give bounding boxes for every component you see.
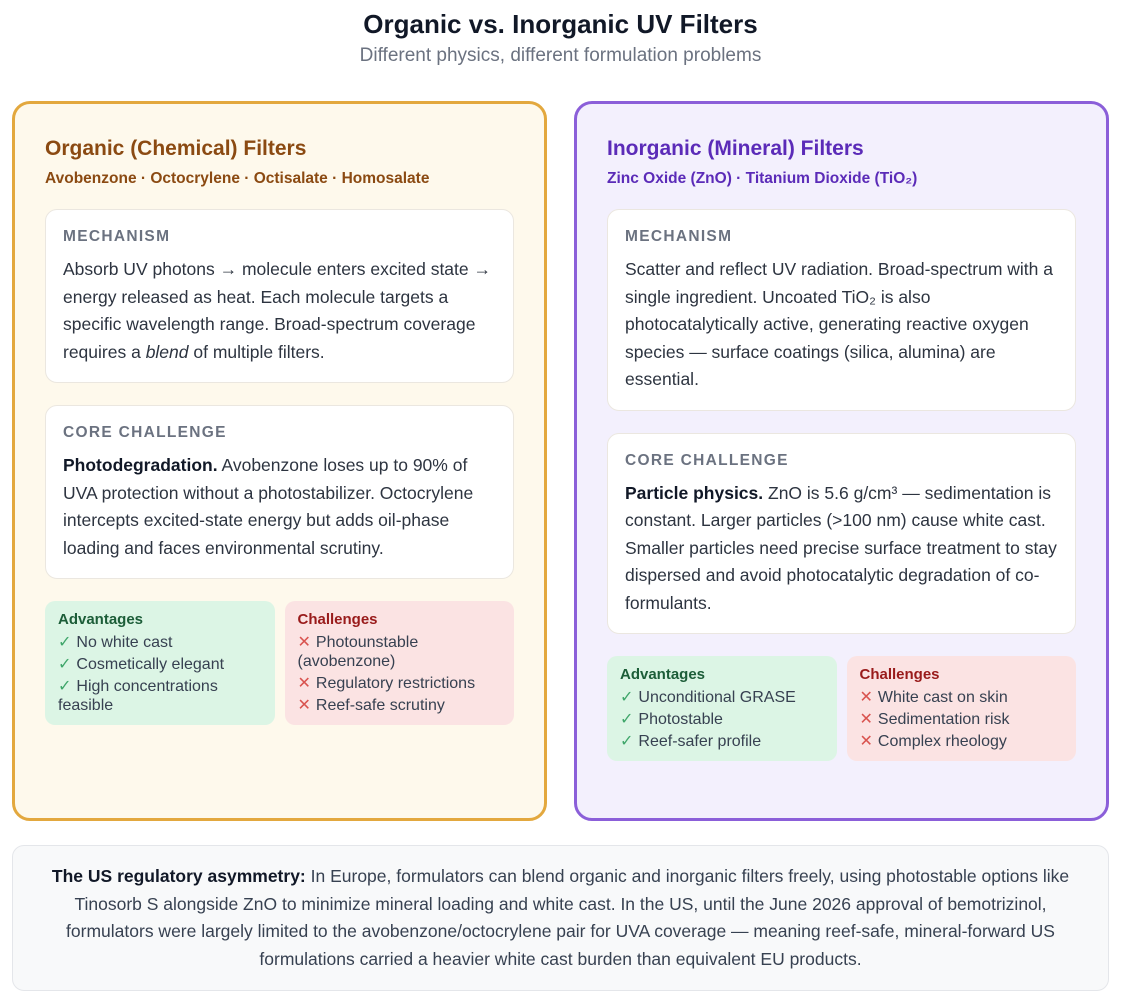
inorganic-panel (574, 101, 1109, 821)
inorganic-mechanism-label: MECHANISM (625, 228, 733, 245)
list-item (58, 633, 262, 652)
check-icon: ✓ (58, 656, 72, 673)
organic-examples: Avobenzone · Octocrylene · Octisalate · Homosalate (45, 170, 430, 187)
list-item (620, 732, 824, 751)
challenge-text: Complex rheology (877, 733, 1007, 750)
organic-mechanism-text (63, 256, 496, 366)
organic-challenges-title: Challenges (297, 611, 378, 628)
cross-icon: ✕ (297, 634, 311, 651)
organic-title: Organic (Chemical) Filters (45, 137, 307, 160)
organic-pros-cons (45, 601, 514, 725)
inorganic-advantages-title: Advantages (620, 666, 706, 683)
advantage-text: High concentrations feasible (58, 678, 218, 714)
inorganic-mechanism-card (607, 209, 1076, 411)
organic-panel (12, 101, 547, 821)
inorganic-challenges (847, 656, 1077, 761)
challenge-text: Reef-safe scrutiny (315, 697, 445, 714)
cross-icon: ✕ (297, 675, 311, 692)
regulatory-note-text: In Europe, formulators can blend organic and inorganic filters freely, using photostable options like Tinosorb S alongside ZnO to minimize mineral loading and white cast. In the US, until the June 2026 approval of bemotrizinol, formulators were largely limited to the avobenzone/octocrylene pair for UVA coverage — meaning reef-safe, mineral-forward US formulations carried a heavier white cast burden than equivalent EU products. (66, 866, 1070, 969)
inorganic-challenge-card (607, 433, 1076, 635)
list-item (298, 696, 502, 715)
advantage-text: Unconditional GRASE (638, 689, 796, 706)
inorganic-challenges-title: Challenges (859, 666, 940, 683)
organic-mechanism-pre: Absorb UV photons → molecule enters excited state → energy released as heat. Each molecule targets a specific wavelength range. Broad-spectrum coverage requires a (63, 259, 491, 362)
organic-advantages-title: Advantages (58, 611, 144, 628)
organic-mechanism-label: MECHANISM (63, 228, 171, 245)
list-item (298, 674, 502, 693)
cross-icon: ✕ (859, 689, 873, 706)
list-item (620, 710, 824, 729)
list-item (860, 732, 1064, 751)
cross-icon: ✕ (297, 697, 311, 714)
organic-challenge-text (63, 452, 496, 562)
list-item (860, 688, 1064, 707)
page-title: Organic vs. Inorganic UV Filters (363, 9, 758, 39)
inorganic-advantages (607, 656, 837, 761)
organic-challenges (285, 601, 515, 725)
organic-challenge-bold: Photodegradation. (63, 455, 218, 475)
challenge-text: Sedimentation risk (877, 711, 1010, 728)
organic-mechanism-card (45, 209, 514, 383)
advantage-text: Reef-safer profile (638, 733, 762, 750)
inorganic-challenge-label: CORE CHALLENGE (625, 451, 789, 469)
check-icon: ✓ (620, 689, 634, 706)
check-icon: ✓ (620, 733, 634, 750)
advantage-text: Photostable (638, 711, 723, 728)
check-icon: ✓ (620, 711, 634, 728)
inorganic-challenge-text (625, 480, 1058, 618)
challenge-text: Photounstable (avobenzone) (297, 634, 419, 670)
list-item (58, 677, 262, 715)
list-item (58, 655, 262, 674)
organic-challenge-label: CORE CHALLENGE (63, 424, 227, 441)
inorganic-title: Inorganic (Mineral) Filters (607, 137, 864, 160)
challenge-text: Regulatory restrictions (315, 675, 476, 692)
inorganic-challenge-bold: Particle physics. (625, 482, 764, 503)
organic-challenge-card (45, 405, 514, 579)
advantage-text: Cosmetically elegant (76, 656, 225, 673)
organic-advantages (45, 601, 275, 725)
inorganic-mechanism-text: Scatter and reflect UV radiation. Broad-spectrum with a single ingredient. Uncoated TiO₂ is also photocatalytically active, generating reactive oxygen species — surface coatings (silica, alumina) are essential. (625, 259, 1053, 389)
inorganic-pros-cons (607, 656, 1076, 761)
list-item (620, 688, 824, 707)
organic-challenge-body: Avobenzone loses up to 90% of UVA protection without a photostabilizer. Octocrylene intercepts excited-state energy but adds oil-phase loading and faces environmental scrutiny. (63, 455, 474, 558)
list-item (860, 710, 1064, 729)
inorganic-challenge-body: ZnO is 5.6 g/cm³ — sedimentation is constant. Larger particles (>100 nm) cause white cast. Smaller particles need precise surface treatment to stay dispersed and avoid photocatalytic degradation of co-formulants. (625, 482, 1057, 613)
cross-icon: ✕ (859, 733, 873, 750)
organic-mechanism-post: of multiple filters. (188, 341, 325, 362)
regulatory-note-bold: The US regulatory asymmetry: (51, 866, 306, 886)
regulatory-note (12, 845, 1109, 991)
challenge-text: White cast on skin (877, 689, 1008, 706)
check-icon: ✓ (58, 678, 72, 695)
page-subtitle: Different physics, different formulation problems (359, 45, 762, 66)
cross-icon: ✕ (859, 711, 873, 728)
list-item (298, 633, 502, 671)
organic-mechanism-em: blend (145, 341, 189, 362)
header (0, 8, 1121, 69)
advantage-text: No white cast (76, 634, 173, 651)
check-icon: ✓ (58, 634, 72, 651)
inorganic-examples: Zinc Oxide (ZnO) · Titanium Dioxide (TiO₂) (607, 170, 918, 187)
